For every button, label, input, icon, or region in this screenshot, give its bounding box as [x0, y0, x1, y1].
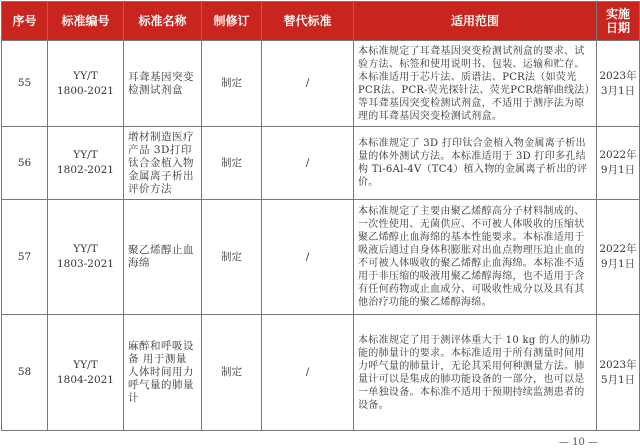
table-row	[2, 200, 640, 315]
cell-scope: 本标准规定了耳聋基因突变检测试剂盒的要求、试验方法、标签和使用说明书、包装、运输和贮存。本标准适用于芯片法、质谱法、PCR法（如荧光PCR法、PCR-荧光探针法、荧光PCR熔解曲线法）等耳聋基因突变检测试剂盒，不适用于测序法为原理的耳聋基因突变检测试剂盒。	[354, 41, 597, 127]
cell-no: 55	[2, 41, 48, 127]
cell-replace: /	[262, 315, 354, 431]
code-prefix: YY/T	[73, 243, 98, 255]
cell-no: 56	[2, 127, 48, 200]
cell-no: 58	[2, 315, 48, 431]
cell-date	[597, 127, 640, 200]
header-name: 标准名称	[124, 2, 202, 41]
cell-name: 增材制造医疗产品 3D打印钛合金植入物金属离子析出评价方法	[124, 127, 202, 200]
page-number: — 10 —	[558, 437, 598, 448]
code-number: 1803-2021	[57, 258, 114, 270]
code-prefix: YY/T	[73, 69, 98, 82]
date-year: 2022年	[599, 149, 637, 161]
code-prefix: YY/T	[73, 149, 98, 161]
cell-no: 57	[2, 200, 48, 315]
table-body	[2, 41, 640, 431]
table-row	[2, 315, 640, 431]
cell-code	[48, 200, 124, 315]
date-day: 5月1日	[600, 373, 636, 386]
cell-name: 耳聋基因突变检测试剂盒	[124, 41, 202, 127]
header-no: 序号	[2, 2, 48, 41]
date-day: 9月1日	[600, 164, 636, 176]
cell-scope: 本标准规定了 3D 打印钛合金植入物金属离子析出量的体外测试方法。本标准适用于 3D 打印多孔结构 Ti-6Al-4V（TC4）植入物的金属离子析出的评价。	[354, 127, 597, 200]
header-code: 标准编号	[48, 2, 124, 41]
cell-code	[48, 127, 124, 200]
cell-scope: 本标准规定了用于测评体重大于 10 kg 的人的肺功能的肺量计的要求。本标准适用于所有测量时间用力呼气量的肺量计，无论其采用何种测量方法。肺量计可以是集成的肺功能设备的一部分，也可以是一单独设备。本标准不适用于预期持续监测患者的设备。	[354, 315, 597, 431]
header-type: 制修订	[202, 2, 262, 41]
cell-type: 制定	[202, 41, 262, 127]
cell-type: 制定	[202, 200, 262, 315]
cell-name: 麻醉和呼吸设备 用于测量人体时间用力呼气量的肺量计	[124, 315, 202, 431]
date-year: 2022年	[599, 243, 637, 255]
cell-type: 制定	[202, 315, 262, 431]
table-row	[2, 127, 640, 200]
cell-code	[48, 315, 124, 431]
cell-type: 制定	[202, 127, 262, 200]
cell-code	[48, 41, 124, 127]
table-header	[2, 2, 640, 41]
header-scope: 适用范围	[354, 2, 597, 41]
date-year: 2023年	[599, 358, 637, 371]
code-number: 1800-2021	[57, 84, 114, 97]
header-date: 实施 日期	[597, 2, 640, 41]
code-prefix: YY/T	[73, 358, 98, 371]
date-year: 2023年	[599, 69, 637, 82]
cell-scope: 本标准规定了主要由聚乙烯醇高分子材料制成的、一次性使用、无菌供应、不可被人体吸收的压缩状聚乙烯醇止血海绵的基本性能要求。本标准适用于吸液后通过自身体积膨胀对出血点物理压迫止血的不可被人体吸收的聚乙烯醇止血海绵。本标准不适用于非压缩的吸液用聚乙烯醇海绵，也不适用于含有任何药物或止血成分、可吸收性成分以及具有其他治疗功能的聚乙烯醇海绵。	[354, 200, 597, 315]
cell-date	[597, 41, 640, 127]
date-day: 3月1日	[600, 84, 636, 97]
cell-date	[597, 315, 640, 431]
cell-name: 聚乙烯醇止血海绵	[124, 200, 202, 315]
cell-replace: /	[262, 200, 354, 315]
code-number: 1802-2021	[57, 164, 114, 176]
header-replace: 替代标准	[262, 2, 354, 41]
standards-table	[1, 1, 640, 431]
cell-date	[597, 200, 640, 315]
code-number: 1804-2021	[57, 373, 114, 386]
date-day: 9月1日	[600, 258, 636, 270]
table-row	[2, 41, 640, 127]
cell-replace: /	[262, 127, 354, 200]
cell-replace: /	[262, 41, 354, 127]
header-row	[2, 2, 640, 41]
